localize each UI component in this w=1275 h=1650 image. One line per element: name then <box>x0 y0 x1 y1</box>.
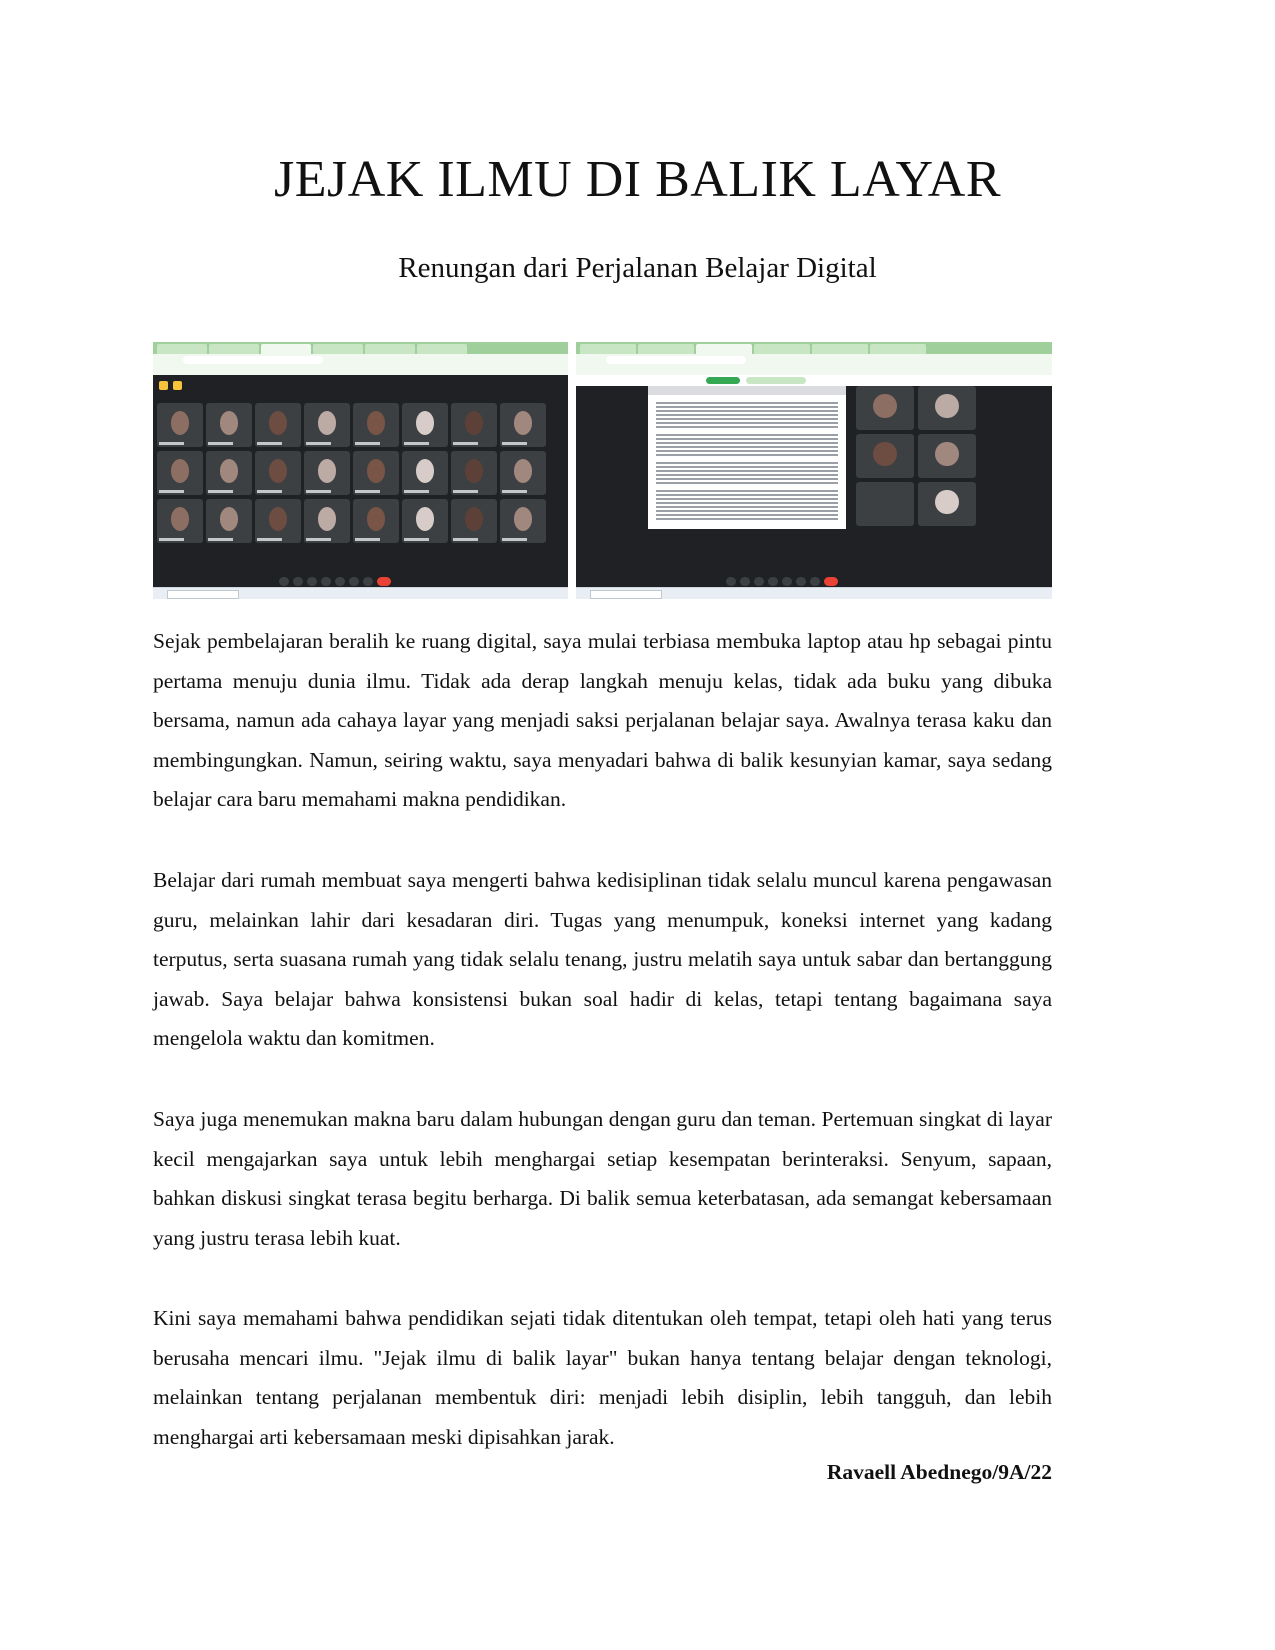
mic-icon <box>279 577 289 586</box>
participant-tile <box>206 499 252 543</box>
meet-video-grid <box>153 375 568 575</box>
participant-tile <box>255 451 301 495</box>
browser-tab <box>638 344 694 354</box>
participant-name-caption <box>159 538 184 541</box>
paragraph-4: Kini saya memahami bahwa pendidikan sejati tidak ditentukan oleh tempat, tetapi oleh hati yang terus berusaha mencari ilmu. "Jejak ilmu di balik layar" bukan hanya tentang belajar dengan teknologi, melainkan tentang perjalanan membentuk diri: menjadi lebih disiplin, lebih tangguh, dan lebih menghargai arti kebersamaan meski dipisahkan jarak. <box>153 1306 1052 1449</box>
browser-tab <box>209 344 259 354</box>
participant-name-caption <box>404 538 429 541</box>
participant-tile <box>402 499 448 543</box>
browser-tab <box>365 344 415 354</box>
participant-tile <box>157 451 203 495</box>
participant-name-caption <box>306 442 331 445</box>
participant-name-caption <box>404 442 429 445</box>
participant-name-caption <box>453 538 478 541</box>
document-text-line <box>656 426 838 428</box>
participant-avatar <box>318 459 336 483</box>
document-text-line <box>656 418 838 420</box>
participant-tile <box>255 403 301 447</box>
taskbar-search <box>167 590 239 599</box>
screenshot-pair <box>153 342 1052 599</box>
emoji-icon <box>321 577 331 586</box>
document-text-line <box>656 506 838 508</box>
participant-name-caption <box>159 442 184 445</box>
document-text-line <box>656 498 838 500</box>
participant-avatar <box>465 459 483 483</box>
end-call-icon <box>377 577 391 586</box>
address-bar <box>153 354 568 366</box>
participant-name-caption <box>355 490 380 493</box>
more-icon <box>363 577 373 586</box>
participant-avatar <box>935 394 958 418</box>
meet-presentation-screenshot <box>576 342 1052 599</box>
document-text-line <box>656 478 838 480</box>
participant-avatar <box>318 411 336 435</box>
participant-tile <box>304 451 350 495</box>
document-text-line <box>656 434 838 436</box>
participant-tile <box>918 386 976 430</box>
participant-tile <box>856 434 914 478</box>
hand-icon <box>796 577 806 586</box>
participant-panel <box>856 386 1046 529</box>
participant-tile <box>918 482 976 526</box>
emoji-icon <box>782 577 792 586</box>
participant-avatar <box>416 507 434 531</box>
participant-avatar <box>935 490 958 514</box>
participant-name-caption <box>306 538 331 541</box>
meet-chip-icon <box>173 381 182 390</box>
document-text-line <box>656 482 838 484</box>
document-text-line <box>656 406 838 408</box>
participant-avatar <box>465 411 483 435</box>
document-text-line <box>656 442 838 444</box>
participant-avatar <box>465 507 483 531</box>
browser-tab <box>696 344 752 354</box>
participant-tile <box>353 451 399 495</box>
present-icon <box>768 577 778 586</box>
page-title: JEJAK ILMU DI BALIK LAYAR <box>273 151 1002 208</box>
document-text-line <box>656 490 838 492</box>
participant-tile <box>856 482 914 526</box>
participant-name-caption <box>355 442 380 445</box>
browser-tab <box>313 344 363 354</box>
paragraph-3: Saya juga menemukan makna baru dalam hubungan dengan guru dan teman. Pertemuan singkat di layar kecil mengajarkan saya untuk lebih menghargai setiap kesempatan berinteraksi. Senyum, sapaan, bahkan diskusi singkat terasa begitu berharga. Di balik semua keterbatasan, ada semangat kebersamaan yang justru terasa lebih kuat. <box>153 1107 1052 1250</box>
participant-tile <box>402 451 448 495</box>
document-toolbar <box>648 386 846 395</box>
document-text-line <box>656 494 838 496</box>
participant-avatar <box>220 411 238 435</box>
document-text-line <box>656 422 838 424</box>
meet-gallery-screenshot <box>153 342 568 599</box>
participant-tile <box>157 499 203 543</box>
participant-avatar <box>514 507 532 531</box>
document-text-line <box>656 454 838 456</box>
present-icon <box>335 577 345 586</box>
captions-icon <box>307 577 317 586</box>
address-bar <box>576 354 1052 366</box>
participant-name-caption <box>502 442 527 445</box>
document-text-line <box>656 510 838 512</box>
browser-tab <box>157 344 207 354</box>
participant-avatar <box>367 459 385 483</box>
browser-tab <box>812 344 868 354</box>
meet-chip-icon <box>159 381 168 390</box>
participant-name-caption <box>355 538 380 541</box>
participant-tile <box>500 451 546 495</box>
browser-tab <box>870 344 926 354</box>
participant-tile <box>918 434 976 478</box>
participant-name-caption <box>502 490 527 493</box>
participant-name-caption <box>208 490 233 493</box>
document-text-line <box>656 474 838 476</box>
document-text-line <box>656 514 838 516</box>
screen-share-notice <box>576 375 1052 386</box>
participant-name-caption <box>208 538 233 541</box>
participant-tile <box>500 403 546 447</box>
participant-name-caption <box>453 490 478 493</box>
participant-tile <box>451 451 497 495</box>
document-text-line <box>656 410 838 412</box>
browser-tab-strip <box>576 342 1052 354</box>
participant-tile <box>402 403 448 447</box>
more-icon <box>810 577 820 586</box>
participant-tile <box>353 403 399 447</box>
browser-tab-strip <box>153 342 568 354</box>
mic-icon <box>726 577 736 586</box>
participant-avatar <box>935 442 958 466</box>
camera-icon <box>293 577 303 586</box>
browser-tab <box>754 344 810 354</box>
participant-name-caption <box>502 538 527 541</box>
participant-name-caption <box>404 490 429 493</box>
participant-name-caption <box>257 442 282 445</box>
document-text-line <box>656 446 838 448</box>
participant-tile <box>451 403 497 447</box>
participant-avatar <box>367 507 385 531</box>
participant-tile <box>304 403 350 447</box>
participant-avatar <box>269 459 287 483</box>
browser-tab <box>261 344 311 354</box>
participant-avatar <box>220 507 238 531</box>
participant-tile <box>157 403 203 447</box>
participant-tile <box>255 499 301 543</box>
browser-tab <box>580 344 636 354</box>
document-text-line <box>656 466 838 468</box>
participant-name-caption <box>257 490 282 493</box>
participant-tile <box>353 499 399 543</box>
url-field <box>183 356 323 364</box>
captions-icon <box>754 577 764 586</box>
participant-avatar <box>873 490 896 514</box>
participant-avatar <box>416 411 434 435</box>
participant-tile <box>206 403 252 447</box>
participant-avatar <box>514 411 532 435</box>
camera-icon <box>740 577 750 586</box>
windows-taskbar <box>576 587 1052 599</box>
browser-tab <box>417 344 467 354</box>
participant-tile <box>206 451 252 495</box>
document-text-line <box>656 470 838 472</box>
document-text-line <box>656 518 838 520</box>
participant-name-caption <box>306 490 331 493</box>
url-field <box>606 356 746 364</box>
participant-avatar <box>416 459 434 483</box>
participant-avatar <box>171 411 189 435</box>
participant-name-caption <box>208 442 233 445</box>
end-call-icon <box>824 577 838 586</box>
document-text-line <box>656 462 838 464</box>
participant-name-caption <box>159 490 184 493</box>
hand-icon <box>349 577 359 586</box>
document-text-line <box>656 414 838 416</box>
author-signature: Ravaell Abednego/9A/22 <box>826 1460 1052 1484</box>
participant-tile <box>451 499 497 543</box>
document-text-line <box>656 450 838 452</box>
shared-document-preview <box>648 386 846 529</box>
document-text-line <box>656 438 838 440</box>
paragraph-1: Sejak pembelajaran beralih ke ruang digital, saya mulai terbiasa membuka laptop atau hp sebagai pintu pertama menuju dunia ilmu. Tidak ada derap langkah menuju kelas, tidak ada buku yang dibuka bersama, namun ada cahaya layar yang menjadi saksi perjalanan belajar saya. Awalnya terasa kaku dan membingungkan. Namun, seiring waktu, saya menyadari bahwa di balik kesunyian kamar, saya sedang belajar cara baru memahami makna pendidikan. <box>153 629 1052 811</box>
document-text-line <box>656 402 838 404</box>
participant-avatar <box>514 459 532 483</box>
participant-avatar <box>220 459 238 483</box>
participant-avatar <box>367 411 385 435</box>
participant-avatar <box>873 394 896 418</box>
participant-tile <box>500 499 546 543</box>
participant-name-caption <box>453 442 478 445</box>
participant-avatar <box>269 507 287 531</box>
participant-avatar <box>171 507 189 531</box>
participant-avatar <box>171 459 189 483</box>
participant-avatar <box>269 411 287 435</box>
participant-tile <box>856 386 914 430</box>
participant-name-caption <box>257 538 282 541</box>
paragraph-2: Belajar dari rumah membuat saya mengerti bahwa kedisiplinan tidak selalu muncul karena pengawasan guru, melainkan lahir dari kesadaran diri. Tugas yang menumpuk, koneksi internet yang kadang terputus, serta suasana rumah yang tidak selalu tenang, justru melatih saya untuk sabar dan bertanggung jawab. Saya belajar bahwa konsistensi bukan soal hadir di kelas, tetapi tentang bagaimana saya mengelola waktu dan komitmen. <box>153 868 1052 1050</box>
document-text-line <box>656 502 838 504</box>
windows-taskbar <box>153 587 568 599</box>
page-subtitle: Renungan dari Perjalanan Belajar Digital <box>398 252 877 284</box>
stop-sharing-icon <box>706 377 740 384</box>
participant-avatar <box>318 507 336 531</box>
participant-tile <box>304 499 350 543</box>
taskbar-search <box>590 590 662 599</box>
view-tab-icon <box>746 377 806 384</box>
participant-avatar <box>873 442 896 466</box>
